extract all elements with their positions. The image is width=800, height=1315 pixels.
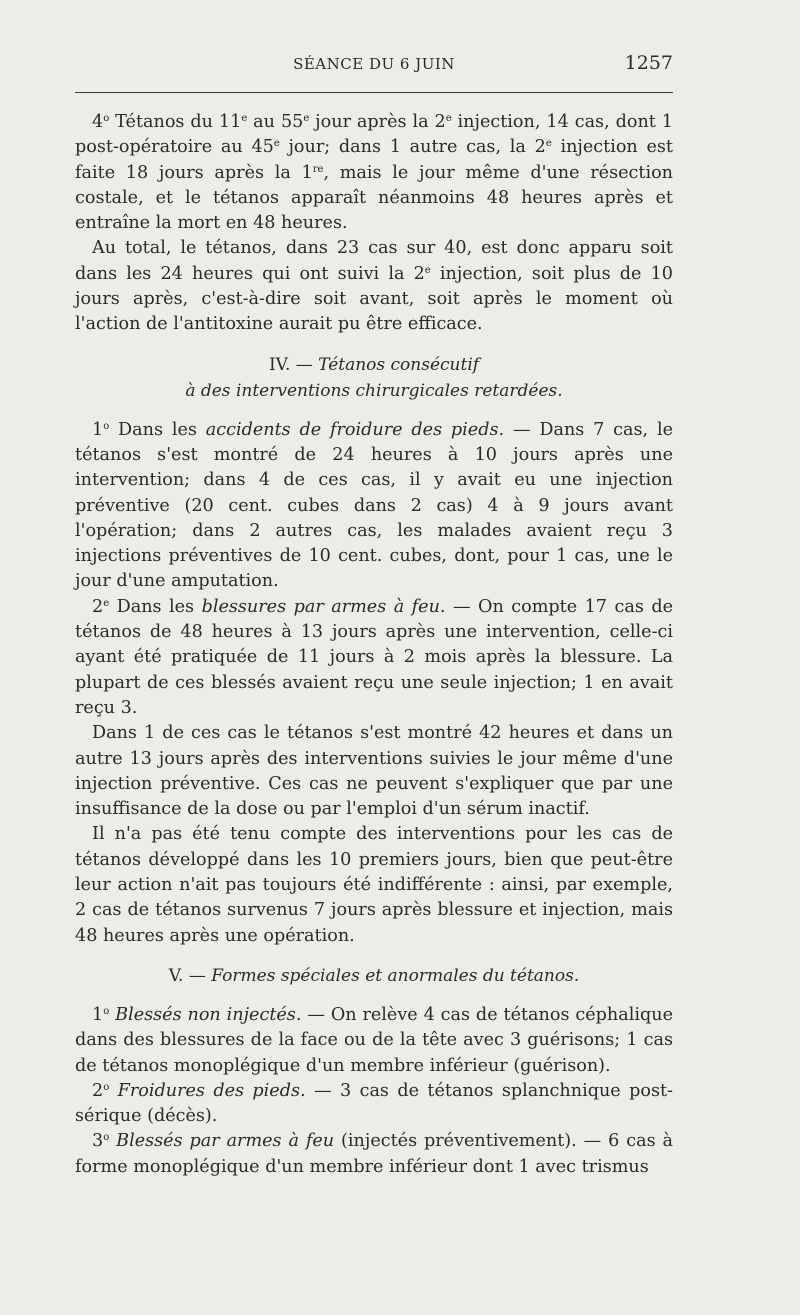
paragraph: Dans 1 de ces cas le tétanos s'est montré 42 heures et dans un autre 13 jours après des interventions suivies le jour même d'une injection préventive. Ces cas ne peuvent s'expliquer que par une insuffisance de la dose ou par l'emploi d'un sérum inactif. [75, 723, 673, 820]
paragraph: 4$^o$ Tétanos du 11e au 55e jour après la 2e injection, 14 cas, dont 1 post-opératoire au 45e jour; dans 1 autre cas, la 2e injection est faite 18 jours après la 1re, mais le jour même d'une résection costale, et le tétanos apparaît néanmoins 48 heures après et entraîne la mort en 48 heures. [75, 112, 673, 234]
paragraph: 2$^o$ Froidures des pieds. — 3 cas de tétanos splanchnique post-sérique (décès). [75, 1080, 674, 1127]
paragraph: 1$^o$ Dans les accidents de froidure des pieds. — Dans 7 cas, le tétanos s'est montré de 24 heures à 10 jours après une intervention; dans 4 de ces cas, il y avait eu une injection préventive (20 cent. cubes dans 2 cas) 4 à 9 jours avant l'opération; dans 2 autres cas, les malades avaient reçu 3 injections préventives de 10 cent. cubes, dont, pour 1 cas, une le jour d'une amputation. [75, 419, 673, 592]
paragraph: Au total, le tétanos, dans 23 cas sur 40, est donc apparu soit dans les 24 heures qui ont suivi la 2e injection, soit plus de 10 jours après, c'est-à-dire soit avant, soit après le moment où l'action de l'antitoxine aurait pu être efficace. [75, 238, 674, 335]
paragraph: Il n'a pas été tenu compte des interventions pour les cas de tétanos développé dans les 10 premiers jours, bien que peut-être leur action n'ait pas toujours été indifférente : ainsi, par exemple, 2 cas de tétanos survenus 7 jours après blessure et injection, mais 48 heures après une opération. [75, 824, 673, 946]
section-heading-iv-line2: à des interventions chirurgicales retardées. [185, 380, 563, 401]
section-heading-iv: IV. — Tétanos consécutif [268, 354, 480, 375]
paragraph: 1$^o$ Blessés non injectés. — On relève 4 cas de tétanos céphalique dans des blessures de la face ou de la tête avec 3 guérisons; 1 cas de tétanos monoplégique d'un membre inférieur (guérison). [75, 1004, 673, 1076]
body-text [75, 110, 673, 1180]
running-header [75, 52, 673, 83]
header-rule [75, 92, 673, 93]
paragraph: 3$^o$ Blessés par armes à feu (injectés préventivement). — 6 cas à forme monoplégique d'un membre inférieur dont 1 avec trismus [75, 1131, 673, 1177]
header-title: SÉANCE DU 6 JUIN [293, 55, 455, 73]
paragraph: 2e Dans les blessures par armes à feu. — On compte 17 cas de tétanos de 48 heures à 13 jours après une intervention, celle-ci ayant été pratiquée de 11 jours à 2 mois après la blessure. La plupart de ces blessés avaient reçu une seule injection; 1 en avait reçu 3. [75, 596, 673, 718]
page-number: 1257 [624, 52, 673, 74]
section-heading-v: V. — Formes spéciales et anormales du tétanos. [168, 965, 580, 986]
